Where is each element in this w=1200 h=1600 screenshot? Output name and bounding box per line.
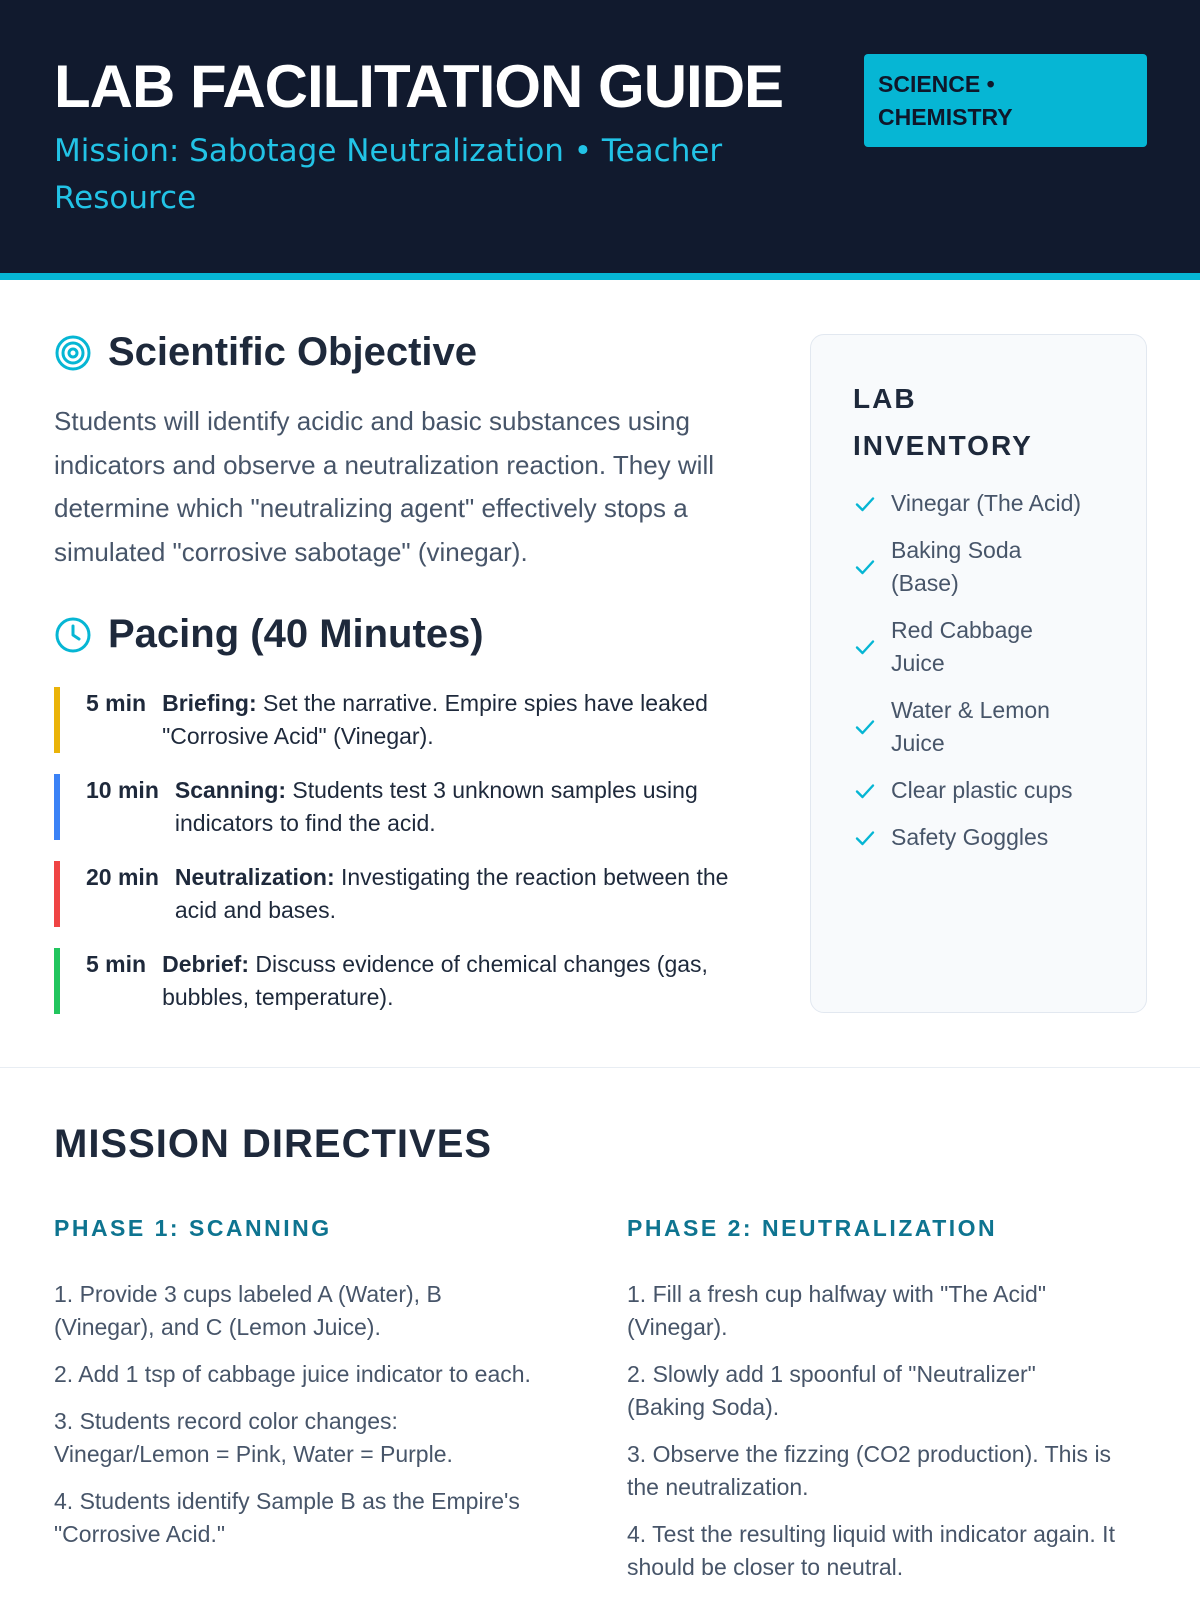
check-icon	[853, 715, 877, 739]
inventory-item-label: Water & Lemon Juice	[891, 697, 1050, 756]
pacing-item	[54, 861, 774, 927]
pacing-time: 5 min	[86, 951, 147, 977]
pacing-time: 20 min	[86, 864, 159, 890]
pacing-text: Set the narrative. Empire spies have leaked "Corrosive Acid" (Vinegar).	[162, 690, 708, 749]
page-header	[0, 0, 1200, 280]
inventory-item-label: Red Cabbage Juice	[891, 617, 1033, 676]
pacing-description	[175, 861, 774, 927]
inventory-item	[853, 487, 1106, 520]
phase-steps	[54, 1278, 574, 1551]
phase-title: PHASE 1: SCANNING	[54, 1215, 332, 1241]
subject-badge: SCIENCE • CHEMISTRY	[864, 54, 1147, 147]
phase-step: 1. Provide 3 cups labeled A (Water), B (Vinegar), and C (Lemon Juice).	[54, 1281, 442, 1340]
phase-step: 3. Students record color changes: Vinegar/Lemon = Pink, Water = Purple.	[54, 1408, 453, 1467]
page-title: LAB FACILITATION GUIDE	[54, 53, 784, 120]
check-icon	[853, 492, 877, 516]
pacing-item	[54, 774, 774, 840]
phase-title: PHASE 2: NEUTRALIZATION	[627, 1215, 998, 1241]
pacing-timeline	[54, 687, 774, 1035]
pacing-label: Debrief:	[162, 951, 249, 977]
inventory-item-label: Safety Goggles	[891, 824, 1049, 850]
objective-text: Students will identify acidic and basic substances using indicators and observe a neutralization reaction. They will determine which "neutralizing agent" effectively stops a simulated "corrosive sabotage" (vinegar).	[54, 406, 714, 567]
inventory-item-label: Vinegar (The Acid)	[891, 490, 1082, 516]
phase-2-column	[627, 1215, 1147, 1598]
pacing-text: Investigating the reaction between the acid and bases.	[174, 864, 729, 923]
pacing-item	[54, 687, 774, 753]
pacing-description	[162, 687, 774, 753]
pacing-description	[175, 774, 774, 840]
clock-icon	[54, 616, 92, 654]
phase-step: 4. Students identify Sample B as the Empire's "Corrosive Acid."	[54, 1488, 520, 1547]
inventory-item	[853, 821, 1106, 854]
phase-step: 4. Test the resulting liquid with indicator again. It should be closer to neutral.	[627, 1521, 1115, 1580]
inventory-list	[853, 487, 1106, 854]
inventory-item	[853, 694, 1106, 760]
pacing-text: Discuss evidence of chemical changes (gas, bubbles, temperature).	[162, 951, 708, 1010]
inventory-title: LAB INVENTORY	[853, 383, 1033, 461]
inventory-item	[853, 614, 1106, 680]
pacing-heading-label: Pacing (40 Minutes)	[108, 612, 484, 656]
pacing-text: Students test 3 unknown samples using indicators to find the acid.	[174, 777, 698, 836]
phase-step: 2. Add 1 tsp of cabbage juice indicator to each.	[54, 1361, 531, 1387]
check-icon	[853, 635, 877, 659]
pacing-label: Scanning:	[174, 777, 287, 803]
check-icon	[853, 555, 877, 579]
objective-heading	[54, 330, 477, 375]
pacing-heading	[54, 612, 484, 657]
phase-steps	[627, 1278, 1147, 1584]
section-divider	[0, 1067, 1200, 1068]
pacing-description	[162, 948, 774, 1014]
pacing-label: Briefing:	[162, 690, 257, 716]
check-icon	[853, 826, 877, 850]
lab-inventory-card	[810, 334, 1147, 1013]
objective-heading-label: Scientific Objective	[108, 330, 478, 374]
pacing-label: Neutralization:	[174, 864, 335, 890]
phase-step: 1. Fill a fresh cup halfway with "The Acid" (Vinegar).	[627, 1281, 1047, 1340]
page-subtitle: Mission: Sabotage Neutralization • Teacher Resource	[54, 133, 723, 216]
inventory-item-label: Baking Soda (Base)	[891, 537, 1022, 596]
directives-title: MISSION DIRECTIVES	[54, 1122, 493, 1166]
inventory-item-label: Clear plastic cups	[891, 777, 1073, 803]
phase-step: 3. Observe the fizzing (CO2 production). This is the neutralization.	[627, 1441, 1112, 1500]
phase-1-column	[54, 1215, 574, 1565]
check-icon	[853, 779, 877, 803]
phase-step: 2. Slowly add 1 spoonful of "Neutralizer" (Baking Soda).	[627, 1361, 1036, 1420]
inventory-item	[853, 534, 1106, 600]
target-icon	[54, 334, 92, 372]
pacing-item	[54, 948, 774, 1014]
pacing-time: 5 min	[86, 690, 147, 716]
inventory-item	[853, 774, 1106, 807]
pacing-time: 10 min	[86, 777, 159, 803]
